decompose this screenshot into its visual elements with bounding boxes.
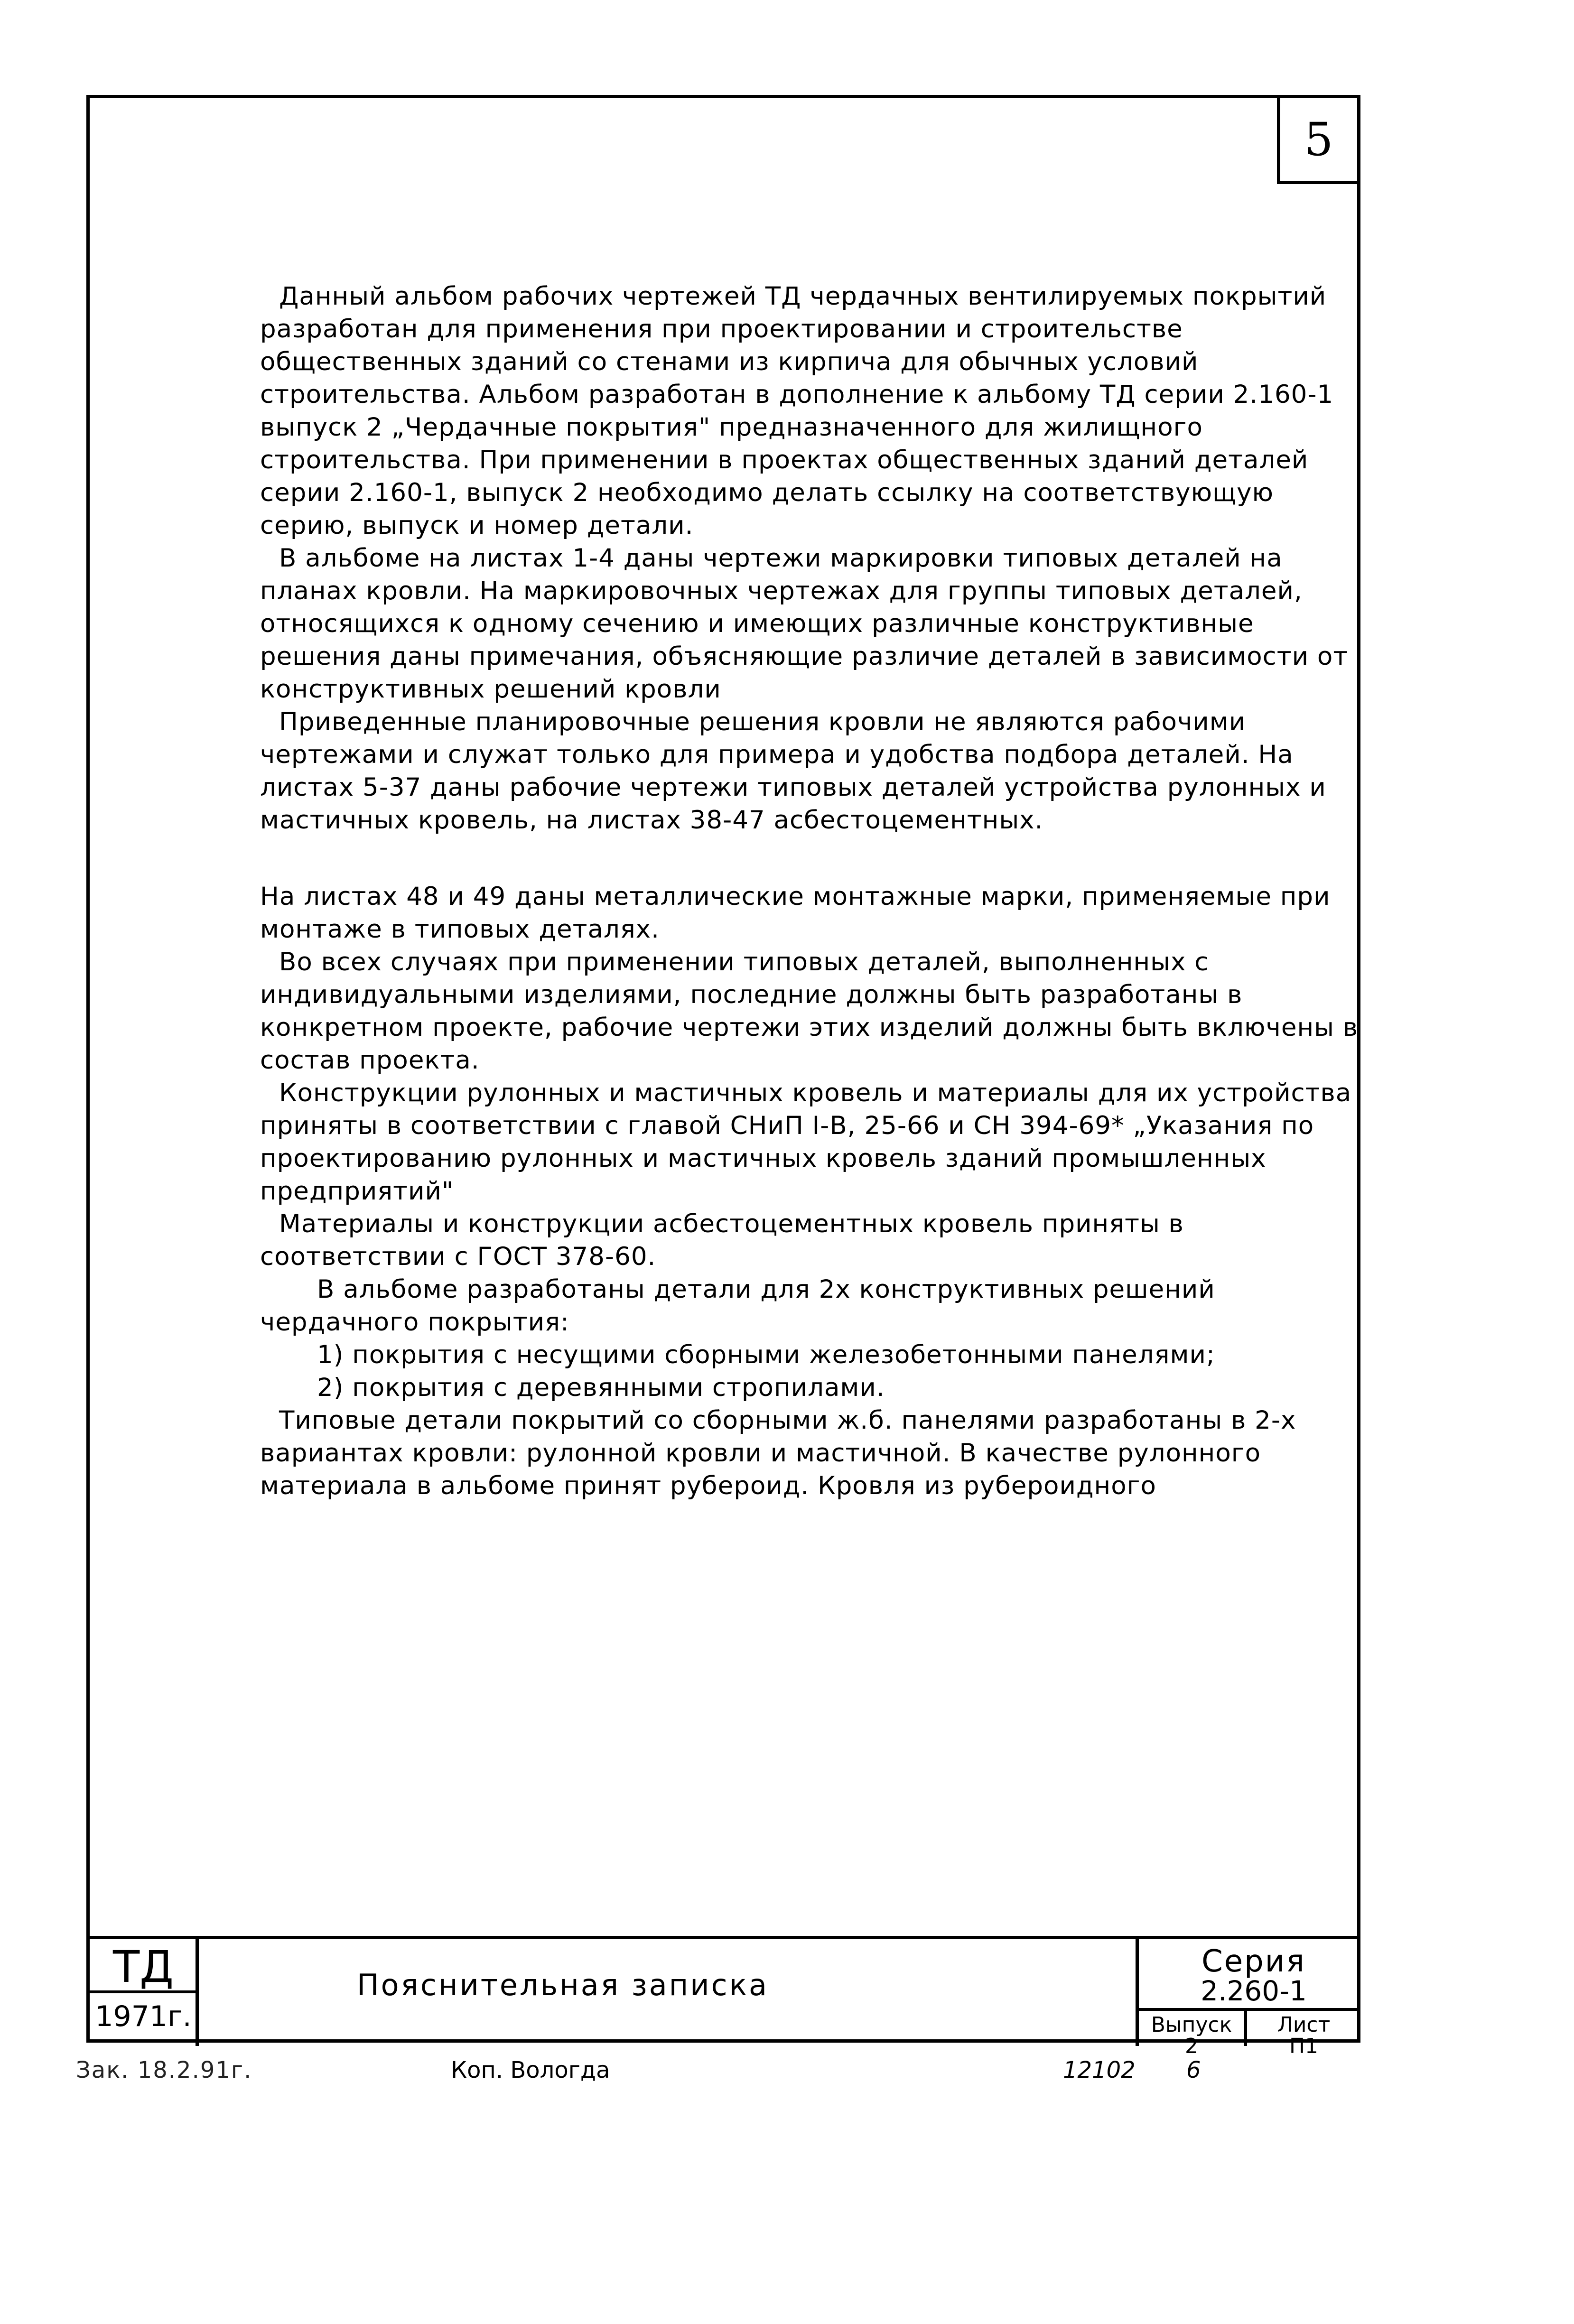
- footer-sheet-number: 6: [1186, 2057, 1201, 2083]
- issue-value: 2: [1185, 2034, 1198, 2058]
- sheet-label: Лист: [1277, 2013, 1331, 2037]
- title-block: [86, 1936, 1360, 2058]
- paragraph: Данный альбом рабочих чертежей ТД чердачных вентилируемых покрытий разработан для применения при проектировании и строительстве общественных зданий со стенами из кирпича для обычных условий строительства. Альбом разработан в дополнение к альбому ТД серии 2.160-1 выпуск 2 „Чердачные покрытия" предназначенного для жилищного строительства. При применении в проектах общественных зданий деталей серии 2.160-1, выпуск 2 необходимо делать ссылку на соответствующую серию, выпуск и номер детали.: [260, 282, 1334, 540]
- paragraph: Приведенные планировочные решения кровли не являются рабочими чертежами и служат только для примера и удобства подбора деталей. На листах 5-37 даны рабочие чертежи типовых деталей устройства рулонных и мастичных кровель, на листах 38-47 асбестоцементных.: [260, 707, 1326, 835]
- explanatory-text: [260, 280, 1361, 1502]
- paragraph: В альбоме на листах 1-4 даны чертежи маркировки типовых деталей на планах кровли. На маркировочных чертежах для группы типовых деталей, относящихся к одному сечению и имеющих различные конструктивные решения даны примечания, объясняющие различие деталей в зависимости от конструктивных решений кровли: [260, 544, 1349, 704]
- paragraph: Конструкции рулонных и мастичных кровель и материалы для их устройства приняты в соответствии с главой СНиП I-В, 25-66 и СН 394-69* „Указания по проектированию рулонных и мастичных кровель зданий промышленных предприятий": [260, 1078, 1352, 1206]
- organization-code: ТД: [112, 1942, 174, 1992]
- issue-label: Выпуск: [1151, 2013, 1232, 2037]
- sheet-value: П1: [1289, 2034, 1319, 2058]
- document-title: Пояснительная записка: [357, 1968, 769, 2002]
- paragraph: В альбоме разработаны детали для 2х конструктивных решений чердачного покрытия:: [260, 1275, 1215, 1337]
- year: 1971г.: [95, 2000, 192, 2033]
- paragraph: На листах 48 и 49 даны металлические монтажные марки, применяемые при монтаже в типовых деталях.: [260, 882, 1331, 944]
- list-item: 1) покрытия с несущими сборными железобетонными панелями;: [317, 1340, 1215, 1369]
- paragraph: Типовые детали покрытий со сборными ж.б. панелями разработаны в 2-х вариантах кровли: рулонной кровли и мастичной. В качестве рулонного материала в альбоме принят рубероид. Кровля из рубероидного: [260, 1406, 1296, 1500]
- page-number: 5: [1277, 95, 1360, 184]
- list-item: 2) покрытия с деревянными стропилами.: [317, 1373, 885, 1402]
- series-value: 2.260-1: [1201, 1975, 1307, 2007]
- paragraph: Материалы и конструкции асбестоцементных кровель приняты в соответствии с ГОСТ 378-60.: [260, 1209, 1184, 1271]
- footer-order-number: 12102: [1063, 2057, 1136, 2083]
- series-label: Серия: [1201, 1944, 1306, 1979]
- footer-copy: Коп. Вологда: [451, 2057, 610, 2083]
- paragraph: Во всех случаях при применении типовых деталей, выполненных с индивидуальными изделиями, последние должны быть разработаны в конкретном проекте, рабочие чертежи этих изделий должны быть включены в состав проекта.: [260, 948, 1359, 1075]
- footer-order-note: Зак. 18.2.91г.: [76, 2057, 252, 2083]
